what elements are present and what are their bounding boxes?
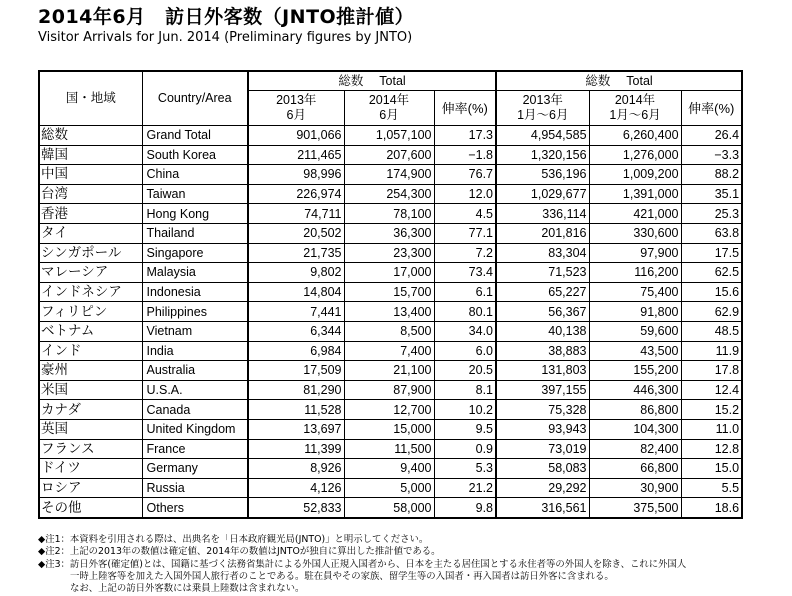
cell-ytd-2013: 316,561 <box>496 498 589 518</box>
cell-ytd-2013: 65,227 <box>496 282 589 302</box>
cell-region-jp: タイ <box>39 223 142 243</box>
cell-growth-ytd: 11.9 <box>681 341 742 361</box>
table-row <box>39 302 742 322</box>
footnote-1: ◆注1：本資料を引用される際は、出典名を「日本政府観光局(JNTO)」と明示してください。 <box>38 534 429 545</box>
cell-growth-june: −1.8 <box>434 145 496 165</box>
cell-ytd-2014: 82,400 <box>589 439 681 459</box>
cell-growth-june: 21.2 <box>434 478 496 498</box>
cell-ytd-2013: 75,328 <box>496 400 589 420</box>
cell-jun-2014: 13,400 <box>344 302 434 322</box>
cell-ytd-2014: 30,900 <box>589 478 681 498</box>
cell-growth-june: 76.7 <box>434 165 496 185</box>
table-row <box>39 282 742 302</box>
cell-jun-2014: 87,900 <box>344 380 434 400</box>
cell-growth-june: 10.2 <box>434 400 496 420</box>
page-title: 2014年6月 訪日外客数（JNTO推計値） <box>38 6 415 28</box>
header-2013-june-month: 6月 <box>286 108 306 122</box>
table-row <box>39 204 742 224</box>
table-row <box>39 184 742 204</box>
cell-region-en: China <box>142 165 248 185</box>
cell-region-jp: フランス <box>39 439 142 459</box>
cell-growth-ytd: 26.4 <box>681 126 742 146</box>
table-row <box>39 243 742 263</box>
cell-region-en: Singapore <box>142 243 248 263</box>
cell-growth-ytd: 35.1 <box>681 184 742 204</box>
table-row <box>39 321 742 341</box>
header-2014-june <box>344 91 434 126</box>
cell-ytd-2013: 83,304 <box>496 243 589 263</box>
table-row <box>39 498 742 518</box>
cell-ytd-2013: 56,367 <box>496 302 589 322</box>
cell-region-jp: 総数 <box>39 126 142 146</box>
cell-ytd-2014: 86,800 <box>589 400 681 420</box>
cell-ytd-2014: 446,300 <box>589 380 681 400</box>
cell-growth-ytd: 15.0 <box>681 459 742 479</box>
cell-jun-2013: 13,697 <box>248 419 344 439</box>
header-2013-june-year: 2013年 <box>276 93 317 107</box>
cell-region-en: Others <box>142 498 248 518</box>
cell-region-jp: その他 <box>39 498 142 518</box>
header-2013-june <box>248 91 344 126</box>
cell-growth-ytd: 17.5 <box>681 243 742 263</box>
cell-ytd-2014: 1,391,000 <box>589 184 681 204</box>
cell-growth-june: 9.5 <box>434 419 496 439</box>
cell-growth-june: 7.2 <box>434 243 496 263</box>
cell-ytd-2013: 1,320,156 <box>496 145 589 165</box>
cell-jun-2014: 1,057,100 <box>344 126 434 146</box>
header-2014-june-month: 6月 <box>379 108 399 122</box>
cell-region-jp: 中国 <box>39 165 142 185</box>
table-row <box>39 400 742 420</box>
footnote-3-continued: 一時上陸客等を加えた入国外国人旅行者のことである。駐在員やその家族、留学生等の入国者・再入国者は訪日外客に含まれる。 <box>70 570 614 582</box>
cell-ytd-2013: 536,196 <box>496 165 589 185</box>
cell-region-en: Russia <box>142 478 248 498</box>
footnote-2: ◆注2：上記の2013年の数値は確定値、2014年の数値はJNTOが独自に算出した推計値である。 <box>38 546 441 558</box>
cell-ytd-2013: 73,019 <box>496 439 589 459</box>
header-group-june: 総数 Total <box>248 71 496 91</box>
table-row <box>39 459 742 479</box>
cell-region-jp: カナダ <box>39 400 142 420</box>
cell-ytd-2013: 397,155 <box>496 380 589 400</box>
cell-jun-2013: 14,804 <box>248 282 344 302</box>
table-row <box>39 223 742 243</box>
cell-growth-june: 0.9 <box>434 439 496 459</box>
cell-region-en: South Korea <box>142 145 248 165</box>
table-row <box>39 263 742 283</box>
cell-ytd-2013: 4,954,585 <box>496 126 589 146</box>
header-2014-ytd-period: 1月～6月 <box>609 108 661 122</box>
cell-ytd-2014: 375,500 <box>589 498 681 518</box>
cell-region-en: Grand Total <box>142 126 248 146</box>
cell-growth-june: 5.3 <box>434 459 496 479</box>
cell-growth-june: 77.1 <box>434 223 496 243</box>
header-region-jp: 国・地域 <box>39 71 142 126</box>
header-region-en: Country/Area <box>142 71 248 126</box>
cell-growth-ytd: 63.8 <box>681 223 742 243</box>
cell-growth-ytd: 62.5 <box>681 263 742 283</box>
cell-jun-2014: 9,400 <box>344 459 434 479</box>
cell-region-jp: 米国 <box>39 380 142 400</box>
table-row <box>39 165 742 185</box>
header-2014-june-year: 2014年 <box>368 93 410 107</box>
cell-ytd-2014: 6,260,400 <box>589 126 681 146</box>
page-subtitle: Visitor Arrivals for Jun. 2014 (Preliminary figures by JNTO) <box>38 30 413 45</box>
cell-growth-ytd: 17.8 <box>681 361 742 381</box>
cell-jun-2014: 254,300 <box>344 184 434 204</box>
cell-growth-ytd: 12.4 <box>681 380 742 400</box>
cell-jun-2014: 7,400 <box>344 341 434 361</box>
table-row <box>39 478 742 498</box>
cell-growth-ytd: 12.8 <box>681 439 742 459</box>
cell-region-en: Indonesia <box>142 282 248 302</box>
header-2013-ytd-year: 2013年 <box>522 93 563 107</box>
cell-jun-2013: 7,441 <box>248 302 344 322</box>
cell-region-en: France <box>142 439 248 459</box>
cell-growth-ytd: 15.6 <box>681 282 742 302</box>
cell-region-jp: ロシア <box>39 478 142 498</box>
cell-jun-2014: 5,000 <box>344 478 434 498</box>
header-group-ytd: 総数 Total <box>496 71 742 91</box>
cell-ytd-2013: 201,816 <box>496 223 589 243</box>
table-row <box>39 419 742 439</box>
cell-growth-june: 8.1 <box>434 380 496 400</box>
cell-jun-2013: 20,502 <box>248 223 344 243</box>
cell-growth-june: 80.1 <box>434 302 496 322</box>
cell-region-en: Hong Kong <box>142 204 248 224</box>
cell-jun-2013: 74,711 <box>248 204 344 224</box>
cell-jun-2013: 8,926 <box>248 459 344 479</box>
cell-region-en: Taiwan <box>142 184 248 204</box>
cell-region-jp: インド <box>39 341 142 361</box>
cell-ytd-2013: 40,138 <box>496 321 589 341</box>
cell-growth-ytd: 25.3 <box>681 204 742 224</box>
cell-growth-june: 17.3 <box>434 126 496 146</box>
table-row <box>39 145 742 165</box>
cell-growth-june: 9.8 <box>434 498 496 518</box>
cell-ytd-2013: 29,292 <box>496 478 589 498</box>
cell-region-jp: 台湾 <box>39 184 142 204</box>
table-row <box>39 361 742 381</box>
cell-region-en: Malaysia <box>142 263 248 283</box>
header-2013-ytd-period: 1月～6月 <box>517 108 569 122</box>
cell-growth-june: 34.0 <box>434 321 496 341</box>
cell-ytd-2014: 59,600 <box>589 321 681 341</box>
cell-growth-june: 6.0 <box>434 341 496 361</box>
table-row <box>39 380 742 400</box>
cell-ytd-2014: 66,800 <box>589 459 681 479</box>
cell-jun-2014: 15,000 <box>344 419 434 439</box>
cell-ytd-2013: 93,943 <box>496 419 589 439</box>
cell-jun-2013: 901,066 <box>248 126 344 146</box>
cell-jun-2014: 15,700 <box>344 282 434 302</box>
cell-growth-ytd: −3.3 <box>681 145 742 165</box>
cell-region-jp: インドネシア <box>39 282 142 302</box>
cell-jun-2013: 11,399 <box>248 439 344 459</box>
cell-jun-2014: 11,500 <box>344 439 434 459</box>
cell-region-jp: シンガポール <box>39 243 142 263</box>
visitor-arrivals-table <box>38 70 743 519</box>
cell-jun-2013: 98,996 <box>248 165 344 185</box>
cell-region-jp: 英国 <box>39 419 142 439</box>
cell-jun-2013: 21,735 <box>248 243 344 263</box>
cell-growth-ytd: 88.2 <box>681 165 742 185</box>
header-2014-ytd-year: 2014年 <box>614 93 656 107</box>
cell-jun-2014: 21,100 <box>344 361 434 381</box>
cell-region-jp: 香港 <box>39 204 142 224</box>
cell-region-jp: ベトナム <box>39 321 142 341</box>
cell-growth-june: 4.5 <box>434 204 496 224</box>
cell-growth-june: 12.0 <box>434 184 496 204</box>
table-header <box>39 71 742 126</box>
cell-region-en: Vietnam <box>142 321 248 341</box>
cell-jun-2013: 226,974 <box>248 184 344 204</box>
cell-jun-2014: 12,700 <box>344 400 434 420</box>
cell-ytd-2014: 97,900 <box>589 243 681 263</box>
footnotes <box>38 534 788 595</box>
table-row <box>39 126 742 146</box>
cell-ytd-2014: 1,276,000 <box>589 145 681 165</box>
cell-growth-ytd: 15.2 <box>681 400 742 420</box>
cell-jun-2014: 23,300 <box>344 243 434 263</box>
cell-growth-june: 73.4 <box>434 263 496 283</box>
cell-region-en: Philippines <box>142 302 248 322</box>
cell-jun-2013: 11,528 <box>248 400 344 420</box>
header-2013-ytd <box>496 91 589 126</box>
cell-jun-2014: 58,000 <box>344 498 434 518</box>
cell-ytd-2014: 1,009,200 <box>589 165 681 185</box>
cell-growth-ytd: 18.6 <box>681 498 742 518</box>
cell-ytd-2013: 131,803 <box>496 361 589 381</box>
table-row <box>39 341 742 361</box>
table-row <box>39 439 742 459</box>
cell-region-jp: マレーシア <box>39 263 142 283</box>
cell-jun-2013: 4,126 <box>248 478 344 498</box>
cell-region-jp: 韓国 <box>39 145 142 165</box>
cell-ytd-2014: 43,500 <box>589 341 681 361</box>
cell-jun-2013: 6,984 <box>248 341 344 361</box>
cell-ytd-2013: 1,029,677 <box>496 184 589 204</box>
cell-region-en: India <box>142 341 248 361</box>
cell-ytd-2014: 330,600 <box>589 223 681 243</box>
cell-jun-2014: 78,100 <box>344 204 434 224</box>
cell-ytd-2013: 58,083 <box>496 459 589 479</box>
cell-ytd-2014: 91,800 <box>589 302 681 322</box>
header-growth-june: 伸率(%) <box>434 91 496 126</box>
footnote-3-extra: なお、上記の訪日外客数には乗員上陸数は含まれない。 <box>70 583 305 595</box>
cell-ytd-2014: 155,200 <box>589 361 681 381</box>
cell-region-en: United Kingdom <box>142 419 248 439</box>
cell-region-en: Australia <box>142 361 248 381</box>
cell-jun-2014: 174,900 <box>344 165 434 185</box>
cell-growth-ytd: 48.5 <box>681 321 742 341</box>
cell-growth-ytd: 5.5 <box>681 478 742 498</box>
cell-jun-2013: 6,344 <box>248 321 344 341</box>
cell-jun-2014: 36,300 <box>344 223 434 243</box>
header-2014-ytd <box>589 91 681 126</box>
cell-ytd-2014: 75,400 <box>589 282 681 302</box>
cell-growth-june: 6.1 <box>434 282 496 302</box>
cell-ytd-2013: 71,523 <box>496 263 589 283</box>
cell-region-jp: ドイツ <box>39 459 142 479</box>
table-body <box>39 126 742 518</box>
cell-region-jp: フィリピン <box>39 302 142 322</box>
cell-jun-2014: 17,000 <box>344 263 434 283</box>
cell-growth-june: 20.5 <box>434 361 496 381</box>
cell-ytd-2014: 116,200 <box>589 263 681 283</box>
cell-ytd-2014: 104,300 <box>589 419 681 439</box>
cell-jun-2013: 17,509 <box>248 361 344 381</box>
cell-jun-2013: 52,833 <box>248 498 344 518</box>
cell-growth-ytd: 11.0 <box>681 419 742 439</box>
cell-ytd-2013: 38,883 <box>496 341 589 361</box>
cell-region-en: Canada <box>142 400 248 420</box>
cell-jun-2014: 8,500 <box>344 321 434 341</box>
cell-jun-2013: 81,290 <box>248 380 344 400</box>
cell-ytd-2013: 336,114 <box>496 204 589 224</box>
cell-ytd-2014: 421,000 <box>589 204 681 224</box>
cell-region-en: U.S.A. <box>142 380 248 400</box>
cell-region-jp: 豪州 <box>39 361 142 381</box>
cell-growth-ytd: 62.9 <box>681 302 742 322</box>
header-growth-ytd: 伸率(%) <box>681 91 742 126</box>
cell-jun-2014: 207,600 <box>344 145 434 165</box>
footnote-3: ◆注3：訪日外客(確定値)とは、国籍に基づく法務省集計による外国人正規入国者から、日本を主たる居住国とする永住者等の外国人を除き、これに外国人 <box>38 558 687 570</box>
cell-jun-2013: 9,802 <box>248 263 344 283</box>
cell-jun-2013: 211,465 <box>248 145 344 165</box>
cell-region-en: Germany <box>142 459 248 479</box>
cell-region-en: Thailand <box>142 223 248 243</box>
